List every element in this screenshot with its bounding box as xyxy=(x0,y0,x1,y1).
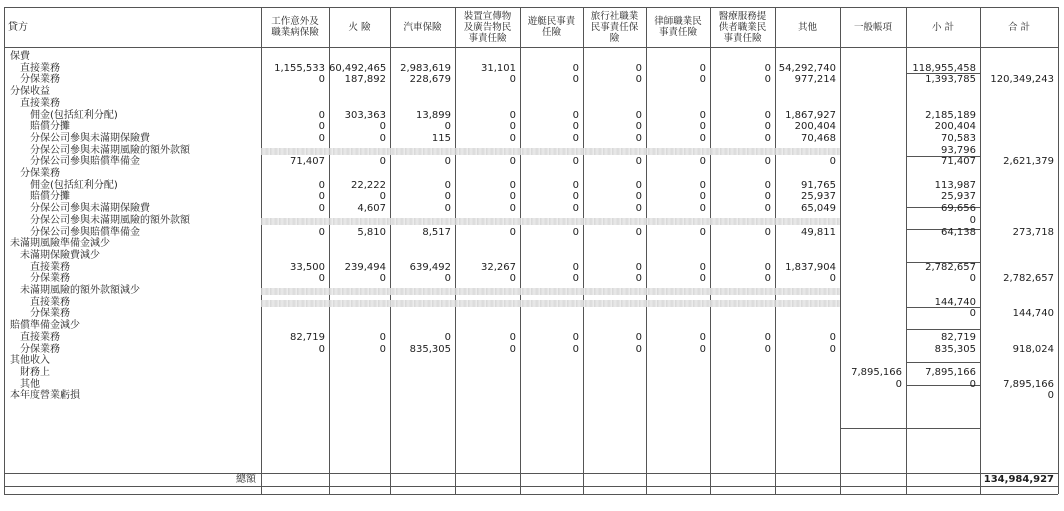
table-cell: 1,393,785 xyxy=(925,74,976,86)
table-cell: 0 xyxy=(635,261,642,273)
column-header: 旅行社職業 民事責任保 險 xyxy=(590,10,639,44)
table-cell: 0 xyxy=(764,109,771,121)
table-cell: 0 xyxy=(764,156,771,168)
table-cell: 0 xyxy=(1047,390,1054,402)
table-cell: 82,719 xyxy=(290,331,325,343)
subtotal-rule xyxy=(906,329,980,330)
row-label: 直接業務 xyxy=(30,296,70,308)
table-cell: 49,811 xyxy=(801,226,836,238)
column-header: 律師職業民 事責任險 xyxy=(654,16,702,38)
row-label: 未滿期風險的額外款額減少 xyxy=(20,285,140,296)
table-cell: 113,987 xyxy=(934,179,976,191)
table-cell: 0 xyxy=(509,132,516,144)
subtotal-rule xyxy=(906,362,980,363)
table-cell: 639,492 xyxy=(409,261,451,273)
table-cell: 1,867,927 xyxy=(785,109,836,121)
table-cell: 7,895,166 xyxy=(925,366,976,378)
table-cell: 0 xyxy=(764,121,771,133)
table-cell: 918,024 xyxy=(1012,343,1054,355)
row-label: 未滿期風險準備金減少 xyxy=(10,238,110,250)
row-label: 分保公司參與賠償準備金 xyxy=(30,226,140,238)
table-cell: 54,292,740 xyxy=(778,62,836,74)
table-cell: 0 xyxy=(635,109,642,121)
column-header: 其他 xyxy=(797,21,817,33)
table-cell: 144,740 xyxy=(934,296,976,308)
table-cell: 0 xyxy=(509,156,516,168)
table-cell: 5,810 xyxy=(357,226,386,238)
table-cell: 0 xyxy=(635,191,642,203)
table-cell: 0 xyxy=(509,191,516,203)
table-cell: 0 xyxy=(969,378,976,390)
table-cell: 69,656 xyxy=(941,203,976,215)
table-cell: 7,895,166 xyxy=(1003,378,1054,390)
table-cell: 0 xyxy=(379,343,386,355)
table-cell: 71,407 xyxy=(290,156,325,168)
table-cell: 239,494 xyxy=(344,261,386,273)
table-corner-label: 貸方 xyxy=(8,21,28,33)
table-cell: 0 xyxy=(829,273,836,285)
row-label: 未滿期保險費減少 xyxy=(20,249,100,261)
table-cell: 0 xyxy=(764,62,771,74)
table-cell: 0 xyxy=(379,191,386,203)
subtotal-rule xyxy=(840,428,980,429)
table-cell: 70,468 xyxy=(801,132,836,144)
table-cell: 0 xyxy=(635,273,642,285)
row-label: 佣金(包括紅利分配) xyxy=(30,109,118,121)
table-cell: 0 xyxy=(635,132,642,144)
table-cell: 144,740 xyxy=(1012,308,1054,320)
table-cell: 0 xyxy=(572,109,579,121)
table-cell: 0 xyxy=(635,121,642,133)
table-cell: 0 xyxy=(572,226,579,238)
table-cell: 0 xyxy=(635,226,642,238)
table-cell: 71,407 xyxy=(941,156,976,168)
row-label: 直接業務 xyxy=(20,331,60,343)
table-cell: 1,155,533 xyxy=(274,62,325,74)
table-cell: 0 xyxy=(764,179,771,191)
table-cell: 4,607 xyxy=(357,203,386,215)
row-rule xyxy=(4,47,1058,48)
column-header: 汽車保險 xyxy=(403,21,442,33)
table-cell: 0 xyxy=(444,156,451,168)
column-header: 一般帳項 xyxy=(853,21,892,33)
financial-statement-table xyxy=(4,7,1058,494)
table-cell: 0 xyxy=(699,273,706,285)
table-cell: 0 xyxy=(572,343,579,355)
table-cell: 0 xyxy=(635,156,642,168)
table-cell: 0 xyxy=(764,226,771,238)
row-label: 分保業務 xyxy=(20,168,60,179)
table-cell: 0 xyxy=(969,308,976,320)
row-label: 直接業務 xyxy=(20,62,60,74)
table-cell: 0 xyxy=(509,74,516,86)
table-cell: 2,983,619 xyxy=(400,62,451,74)
table-cell: 0 xyxy=(509,121,516,133)
table-cell: 25,937 xyxy=(801,191,836,203)
column-header: 合 計 xyxy=(1007,21,1031,33)
table-cell: 0 xyxy=(635,179,642,191)
row-label: 直接業務 xyxy=(20,97,60,109)
column-header: 火 險 xyxy=(348,21,371,33)
table-cell: 0 xyxy=(444,191,451,203)
table-cell: 200,404 xyxy=(934,121,976,133)
table-cell: 0 xyxy=(444,331,451,343)
table-cell: 2,782,657 xyxy=(1003,273,1054,285)
table-cell: 0 xyxy=(764,203,771,215)
table-cell: 0 xyxy=(829,343,836,355)
table-cell: 0 xyxy=(635,343,642,355)
table-cell: 8,517 xyxy=(422,226,451,238)
column-rule xyxy=(1058,7,1059,494)
table-cell: 32,267 xyxy=(481,261,516,273)
table-cell: 0 xyxy=(764,331,771,343)
table-cell: 0 xyxy=(764,343,771,355)
table-cell: 0 xyxy=(969,273,976,285)
table-cell: 0 xyxy=(444,203,451,215)
table-cell: 0 xyxy=(764,261,771,273)
table-cell: 0 xyxy=(572,261,579,273)
row-label: 分保公司參與未滿期保險費 xyxy=(30,203,150,215)
table-cell: 0 xyxy=(572,132,579,144)
table-cell: 0 xyxy=(318,343,325,355)
table-cell: 0 xyxy=(764,132,771,144)
table-cell: 0 xyxy=(699,132,706,144)
table-cell: 0 xyxy=(572,74,579,86)
row-label: 分保公司參與未滿期保險費 xyxy=(30,132,150,144)
scan-smudge xyxy=(261,288,840,295)
row-label: 賠償準備金減少 xyxy=(10,320,80,332)
table-cell: 0 xyxy=(572,121,579,133)
table-cell: 65,049 xyxy=(801,203,836,215)
table-cell: 0 xyxy=(764,191,771,203)
table-cell: 0 xyxy=(699,331,706,343)
table-cell: 0 xyxy=(699,121,706,133)
table-cell: 0 xyxy=(318,109,325,121)
table-cell: 200,404 xyxy=(794,121,836,133)
table-cell: 2,782,657 xyxy=(925,261,976,273)
row-label: 本年度營業虧損 xyxy=(10,390,80,402)
table-cell: 0 xyxy=(572,331,579,343)
table-cell: 0 xyxy=(318,273,325,285)
table-cell: 0 xyxy=(379,273,386,285)
table-cell: 835,305 xyxy=(409,343,451,355)
table-cell: 0 xyxy=(699,179,706,191)
table-cell: 0 xyxy=(699,191,706,203)
row-label: 分保業務 xyxy=(20,74,60,86)
table-cell: 64,138 xyxy=(941,226,976,238)
column-header: 裝置宣傳物 及廣告物民 事責任險 xyxy=(463,10,512,44)
row-label: 分保業務 xyxy=(20,343,60,355)
table-cell: 0 xyxy=(318,132,325,144)
scan-smudge xyxy=(261,218,840,225)
row-label: 保費 xyxy=(10,51,30,62)
table-cell: 0 xyxy=(764,74,771,86)
table-cell: 273,718 xyxy=(1012,226,1054,238)
table-cell: 0 xyxy=(509,343,516,355)
table-cell: 0 xyxy=(509,331,516,343)
table-cell: 0 xyxy=(318,226,325,238)
row-label: 賠償分攤 xyxy=(30,191,70,203)
table-cell: 303,363 xyxy=(344,109,386,121)
table-cell: 70,583 xyxy=(941,132,976,144)
table-cell: 0 xyxy=(699,203,706,215)
column-header: 工作意外及 職業病保險 xyxy=(271,16,319,38)
table-cell: 0 xyxy=(572,273,579,285)
row-label: 財務上 xyxy=(20,366,50,378)
table-cell: 2,621,379 xyxy=(1003,156,1054,168)
table-cell: 120,349,243 xyxy=(990,74,1054,86)
table-cell: 977,214 xyxy=(794,74,836,86)
table-cell: 0 xyxy=(699,343,706,355)
table-cell: 0 xyxy=(699,74,706,86)
table-cell: 0 xyxy=(318,191,325,203)
table-cell: 0 xyxy=(572,191,579,203)
table-cell: 0 xyxy=(635,74,642,86)
table-cell: 187,892 xyxy=(344,74,386,86)
table-cell: 31,101 xyxy=(481,62,516,74)
table-cell: 2,185,189 xyxy=(925,109,976,121)
column-header: 小 計 xyxy=(931,21,955,33)
row-label: 分保公司參與賠償準備金 xyxy=(30,156,140,168)
table-cell: 0 xyxy=(635,331,642,343)
table-cell: 0 xyxy=(318,203,325,215)
table-cell: 7,895,166 xyxy=(851,366,902,378)
table-cell: 0 xyxy=(509,273,516,285)
table-cell: 0 xyxy=(509,179,516,191)
table-cell: 82,719 xyxy=(941,331,976,343)
table-cell: 33,500 xyxy=(290,261,325,273)
table-cell: 0 xyxy=(895,378,902,390)
table-cell: 1,837,904 xyxy=(785,261,836,273)
table-cell: 0 xyxy=(318,179,325,191)
table-cell: 835,305 xyxy=(934,343,976,355)
table-cell: 0 xyxy=(572,203,579,215)
row-rule xyxy=(4,494,1058,495)
table-cell: 0 xyxy=(318,74,325,86)
row-label: 分保公司參與未滿期風險的額外款額 xyxy=(30,144,190,156)
table-cell: 91,765 xyxy=(801,179,836,191)
table-cell: 0 xyxy=(572,179,579,191)
table-cell: 0 xyxy=(829,331,836,343)
table-cell: 0 xyxy=(699,62,706,74)
table-cell: 0 xyxy=(509,226,516,238)
table-cell: 60,492,465 xyxy=(329,62,387,74)
column-rule xyxy=(840,7,841,494)
column-rule xyxy=(4,7,5,494)
table-cell: 0 xyxy=(699,156,706,168)
table-cell: 0 xyxy=(379,331,386,343)
table-cell: 0 xyxy=(509,203,516,215)
table-cell: 0 xyxy=(379,121,386,133)
scan-smudge xyxy=(261,300,840,307)
table-cell: 115 xyxy=(431,132,451,144)
row-label: 分保業務 xyxy=(30,273,70,285)
table-cell: 0 xyxy=(379,132,386,144)
table-cell: 22,222 xyxy=(351,179,386,191)
table-cell: 0 xyxy=(379,156,386,168)
total-label: 總額 xyxy=(236,474,256,485)
table-cell: 0 xyxy=(444,121,451,133)
table-cell: 0 xyxy=(699,109,706,121)
table-cell: 0 xyxy=(572,62,579,74)
table-cell: 0 xyxy=(699,261,706,273)
grand-total: 134,984,927 xyxy=(983,474,1054,485)
table-cell: 0 xyxy=(635,62,642,74)
table-cell: 0 xyxy=(509,109,516,121)
row-label: 佣金(包括紅利分配) xyxy=(30,179,118,191)
table-cell: 0 xyxy=(444,273,451,285)
row-label: 賠償分攤 xyxy=(30,121,70,133)
column-header: 遊艇民事責 任險 xyxy=(527,16,576,38)
table-cell: 0 xyxy=(572,156,579,168)
table-cell: 118,955,458 xyxy=(912,62,976,74)
table-cell: 0 xyxy=(318,121,325,133)
table-cell: 13,899 xyxy=(416,109,451,121)
table-cell: 0 xyxy=(829,156,836,168)
row-label: 分保業務 xyxy=(30,308,70,320)
scan-smudge xyxy=(261,148,840,155)
table-cell: 0 xyxy=(764,273,771,285)
table-cell: 25,937 xyxy=(941,191,976,203)
column-header: 醫療服務提 供者職業民 事責任險 xyxy=(718,10,767,44)
table-cell: 0 xyxy=(969,214,976,226)
row-label: 其他 xyxy=(20,378,40,390)
row-label: 其他收入 xyxy=(10,355,50,367)
row-label: 分保收益 xyxy=(10,86,50,98)
table-cell: 0 xyxy=(699,226,706,238)
table-cell: 228,679 xyxy=(409,74,451,86)
row-label: 分保公司參與未滿期風險的額外款額 xyxy=(30,214,190,226)
table-cell: 0 xyxy=(635,203,642,215)
row-label: 直接業務 xyxy=(30,261,70,273)
row-rule xyxy=(4,486,1058,487)
table-cell: 0 xyxy=(444,179,451,191)
table-cell: 93,796 xyxy=(941,144,976,156)
